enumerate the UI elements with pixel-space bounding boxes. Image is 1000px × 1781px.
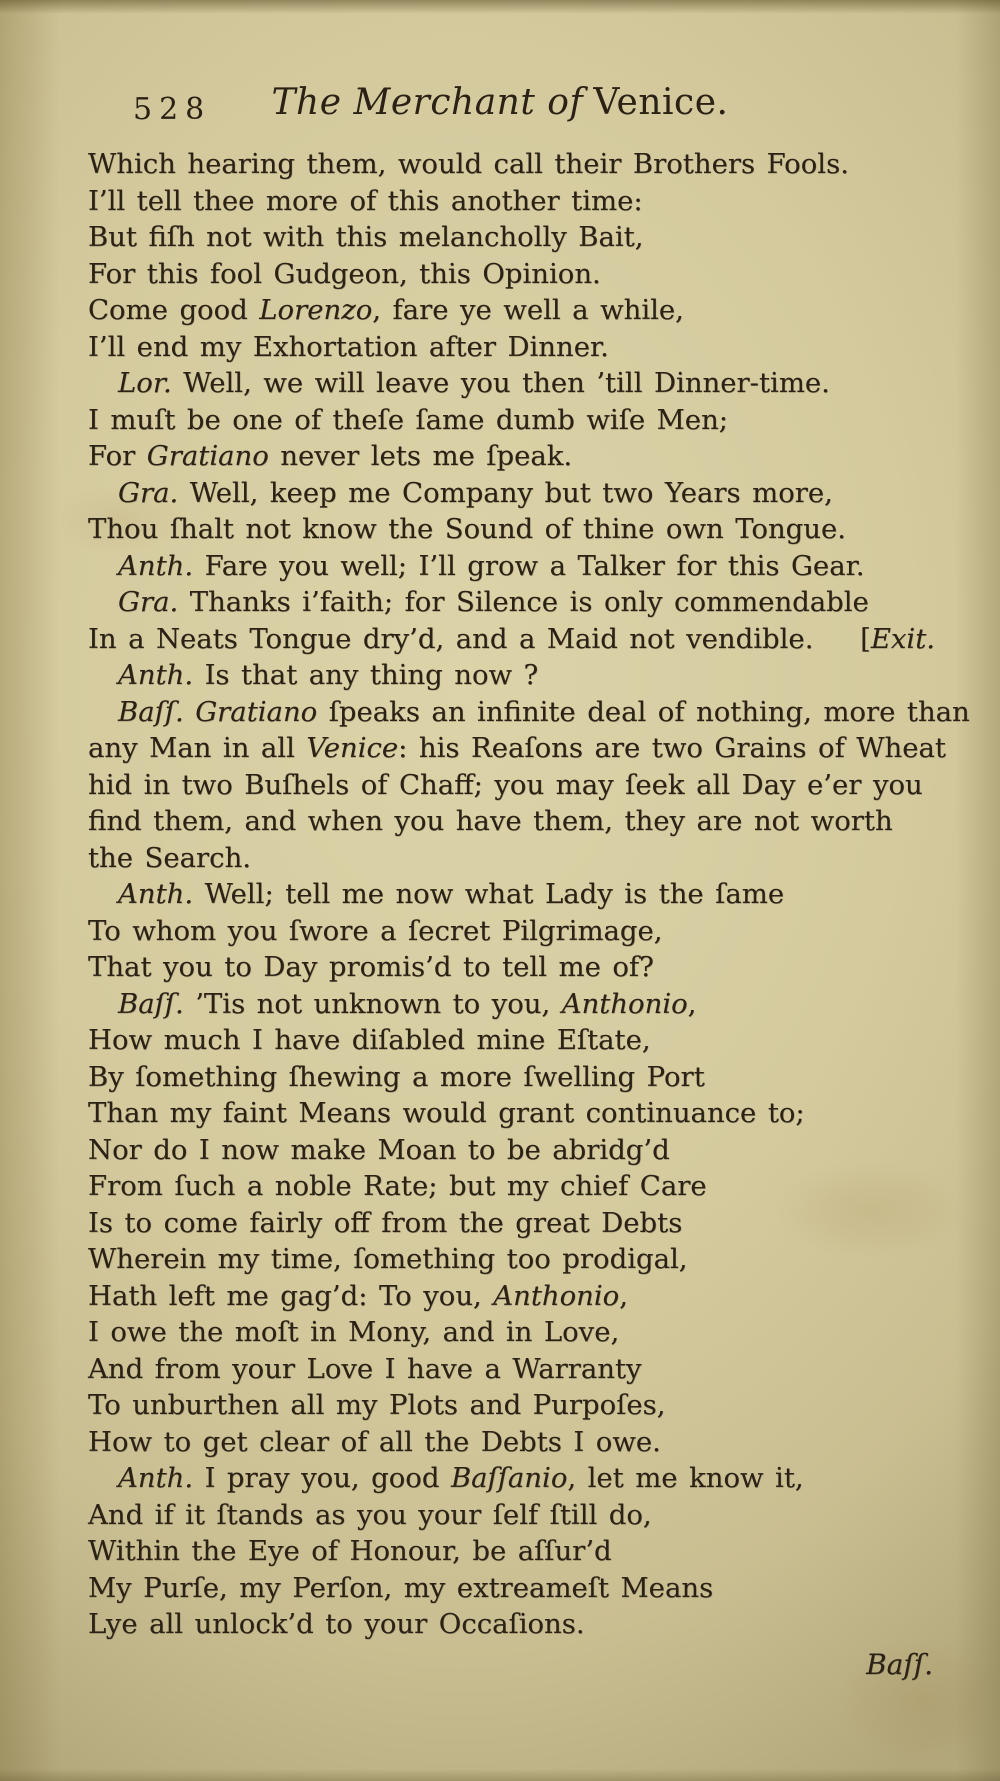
text-segment: Lye all unlock’d to your Occaſions. bbox=[88, 1608, 585, 1640]
text-line bbox=[88, 1132, 933, 1169]
text-line bbox=[88, 548, 933, 585]
text-line bbox=[88, 256, 933, 293]
text-line bbox=[88, 840, 933, 877]
text-line bbox=[88, 1570, 933, 1607]
text-line bbox=[88, 657, 933, 694]
text-line bbox=[88, 803, 933, 840]
text-segment: For bbox=[88, 440, 147, 472]
text-line bbox=[88, 511, 933, 548]
text-segment: Nor do I now make Moan to be abridg’d bbox=[88, 1133, 670, 1166]
text-segment: Which hearing them, would call their Brothers Fools. bbox=[88, 148, 849, 180]
text-segment: I pray you, good bbox=[193, 1462, 451, 1494]
text-line bbox=[88, 1424, 933, 1461]
text-segment: How to get clear of all the Debts I owe. bbox=[88, 1425, 661, 1458]
text-line bbox=[88, 767, 933, 804]
text-segment: And if it ſtands as you your ſelf ſtill do, bbox=[88, 1498, 652, 1531]
text-segment: Is to come fairly off from the great Debts bbox=[88, 1206, 683, 1239]
text-line bbox=[88, 438, 933, 475]
text-line bbox=[88, 1278, 933, 1315]
italic-text-segment: Gra. bbox=[118, 586, 179, 618]
running-title-roman: Venice. bbox=[593, 82, 729, 123]
text-line bbox=[88, 146, 933, 183]
italic-text-segment: Anth. bbox=[118, 549, 194, 582]
text-line bbox=[88, 365, 933, 402]
text-line bbox=[88, 1241, 933, 1278]
running-title bbox=[0, 82, 1000, 123]
text-segment: But fiſh not with this melancholly Bait, bbox=[88, 221, 644, 253]
text-segment: Within the Eye of Honour, be aſſur’d bbox=[88, 1535, 612, 1567]
text-segment: My Purſe, my Perſon, my extreameſt Means bbox=[88, 1571, 714, 1604]
text-line bbox=[88, 329, 933, 366]
text-line bbox=[88, 292, 933, 329]
italic-text-segment: Anth. bbox=[118, 1462, 194, 1494]
text-segment: I muſt be one of theſe ſame dumb wiſe Men; bbox=[88, 403, 729, 436]
italic-text-segment: Anthonio bbox=[561, 987, 688, 1020]
text-line bbox=[88, 1314, 933, 1351]
text-line bbox=[88, 730, 946, 767]
text-segment: Come good bbox=[88, 294, 260, 326]
italic-text-segment: Baſſ. bbox=[118, 987, 184, 1020]
italic-text-segment: Anth. bbox=[118, 878, 194, 910]
italic-text-segment: Baſſanio bbox=[450, 1462, 568, 1494]
text-segment: From ſuch a noble Rate; but my chief Care bbox=[88, 1170, 707, 1202]
text-line bbox=[88, 986, 933, 1023]
text-segment: For this fool Gudgeon, this Opinion. bbox=[88, 257, 601, 290]
text-line bbox=[88, 1533, 933, 1570]
italic-text-segment: Gra. bbox=[118, 476, 179, 509]
text-line bbox=[88, 1205, 933, 1242]
text-line bbox=[88, 1606, 933, 1643]
text-line bbox=[88, 621, 933, 658]
italic-text-segment: Anth. bbox=[118, 659, 194, 691]
text-segment: I’ll tell thee more of this another time: bbox=[88, 184, 643, 217]
text-line bbox=[88, 183, 933, 220]
text-segment: [ bbox=[860, 622, 871, 655]
text-segment: I’ll end my Exhortation after Dinner. bbox=[88, 330, 609, 363]
italic-text-segment: Lorenzo bbox=[259, 294, 373, 326]
text-segment: By ſomething ſhewing a more ſwelling Port bbox=[88, 1060, 705, 1093]
text-segment: hid in two Buſhels of Chaff; you may ſeek all Day e’er you bbox=[88, 768, 923, 801]
italic-text-segment: Anthonio bbox=[493, 1279, 620, 1312]
text-segment: the Search. bbox=[88, 841, 252, 874]
text-segment: Thou ſhalt not know the Sound of thine own Tongue. bbox=[88, 513, 847, 545]
stage-direction bbox=[860, 621, 935, 658]
play-text-block bbox=[88, 146, 970, 1643]
text-line bbox=[88, 1460, 933, 1497]
text-line bbox=[88, 876, 933, 913]
text-segment: Than my faint Means would grant continuance to; bbox=[88, 1097, 805, 1129]
text-segment: Thanks i’faith; for Silence is only commendable bbox=[178, 586, 869, 618]
text-segment: In a Neats Tongue dry’d, and a Maid not vendible. bbox=[88, 622, 814, 655]
text-segment: Well, we will leave you then ’till Dinner-time. bbox=[171, 367, 830, 399]
italic-text-segment: Venice bbox=[306, 732, 399, 764]
text-line bbox=[88, 1022, 933, 1059]
text-segment: And from your Love I have a Warranty bbox=[88, 1352, 642, 1385]
text-line bbox=[88, 949, 933, 986]
text-line bbox=[88, 1387, 933, 1424]
text-segment: Is that any thing now ? bbox=[193, 659, 539, 691]
text-segment: To whom you ſwore a ſecret Pilgrimage, bbox=[88, 914, 663, 947]
text-segment: To unburthen all my Plots and Purpoſes, bbox=[88, 1389, 666, 1421]
text-segment: : his Reaſons are two Grains of Wheat bbox=[398, 732, 946, 764]
text-segment: find them, and when you have them, they are not worth bbox=[88, 805, 893, 837]
text-line bbox=[88, 913, 933, 950]
text-segment: I owe the moſt in Mony, and in Love, bbox=[88, 1316, 620, 1348]
italic-text-segment: Baſſ. Gratiano bbox=[118, 695, 318, 728]
text-segment: any Man in all bbox=[88, 732, 307, 764]
text-segment: ’Tis not unknown to you, bbox=[183, 987, 562, 1020]
text-line bbox=[88, 694, 970, 731]
text-segment: Fare you well; I’ll grow a Talker for this Gear. bbox=[193, 549, 865, 582]
text-line bbox=[88, 475, 933, 512]
text-segment: Wherein my time, ſomething too prodigal, bbox=[88, 1243, 688, 1275]
text-line bbox=[88, 1095, 933, 1132]
italic-text-segment: Lor. bbox=[118, 367, 172, 399]
text-line bbox=[88, 402, 933, 439]
text-segment: That you to Day promis’d to tell me of? bbox=[88, 951, 654, 983]
italic-text-segment: Exit. bbox=[870, 622, 935, 655]
text-line bbox=[88, 219, 933, 256]
text-line bbox=[88, 1059, 933, 1096]
text-line bbox=[88, 1497, 933, 1534]
text-line bbox=[88, 1168, 933, 1205]
text-segment: , bbox=[687, 987, 697, 1020]
text-segment: Well, keep me Company but two Years more, bbox=[178, 476, 833, 509]
text-segment: , fare ye well a while, bbox=[372, 294, 684, 326]
text-segment: , let me know it, bbox=[567, 1462, 804, 1494]
page-number: 528 bbox=[133, 92, 212, 127]
text-segment: Well; tell me now what Lady is the ſame bbox=[193, 878, 785, 910]
text-segment: , bbox=[619, 1279, 628, 1312]
text-segment: How much I have diſabled mine Eſtate, bbox=[88, 1024, 651, 1056]
text-segment: Hath left me gag’d: To you, bbox=[88, 1279, 494, 1312]
text-line bbox=[88, 1351, 933, 1388]
running-title-italic: The Merchant of bbox=[271, 82, 584, 123]
text-segment: ſpeaks an infinite deal of nothing, more than bbox=[317, 695, 970, 728]
text-segment: never lets me ſpeak. bbox=[268, 440, 573, 472]
italic-text-segment: Gratiano bbox=[146, 440, 269, 472]
catchword: Baſſ. bbox=[866, 1648, 933, 1681]
text-line bbox=[88, 584, 933, 621]
